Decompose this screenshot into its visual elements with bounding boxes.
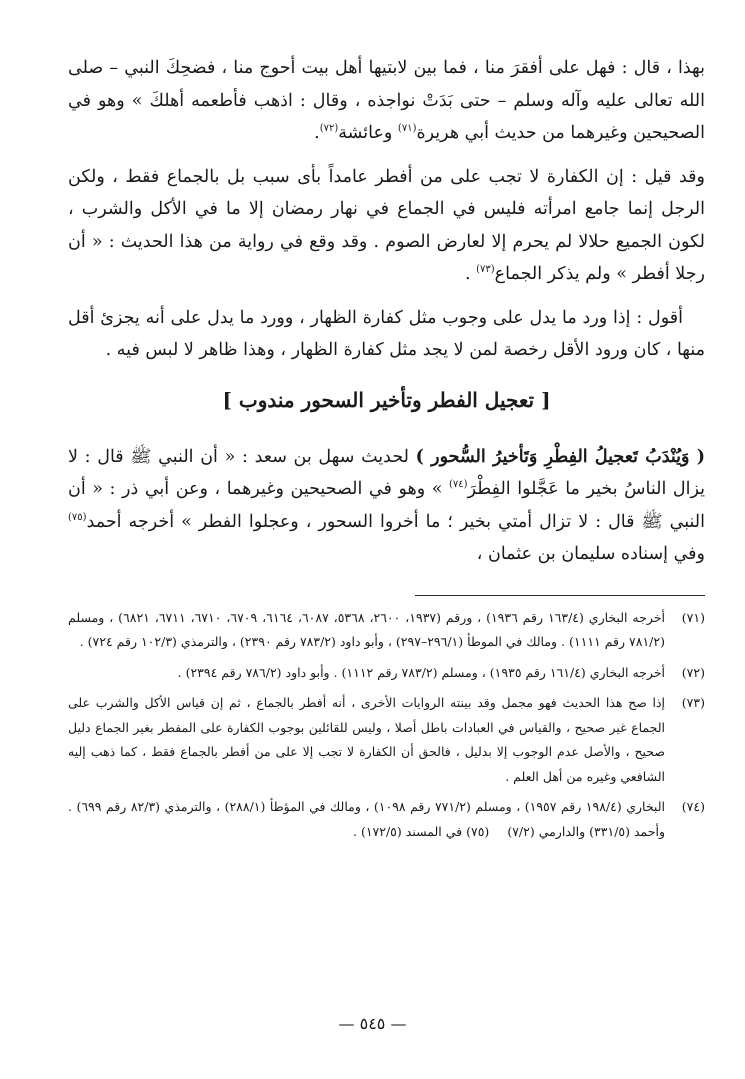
footnote-72 <box>68 661 705 686</box>
footnote-ref-71[interactable]: (٧١) <box>397 123 417 135</box>
page-body <box>68 52 705 850</box>
paragraph-2-text-b: . <box>464 264 477 284</box>
paragraph-1 <box>68 52 705 150</box>
footnote-ref-72[interactable]: (٧٢) <box>319 123 339 135</box>
footnote-text: إذا صح هذا الحديث فهو مجمل وقد بينته الروايات الأخرى ، أنه أفطر بالجماع ، ثم إن قياس الأكل والشرب على الجماع غير صحيح ، والقياس في العبادات باطل أصلا ، وليس للقائلين بوجوب الكفارة على المفطر بغير الجماع دليل صحيح ، والأصل عدم الوجوب إلا بدليل ، فالحق أن الكفارة لا تجب إلا على من أفطر بالجماع فقط ، كما ذهب إليه الشافعي وغيره من أهل العلم . <box>68 695 665 784</box>
paragraph-2-text-a: وقد قيل : إن الكفارة لا تجب على من أفطر عامداً بأى سبب بل بالجماع فقط ، ولكن الرجل إنما جامع امرأته فليس في الجماع في نهار رمضان إلا ما في الأكل والشرب ، لكون الجميع حلالا لم يحرم إلا لعارض الصوم . وقد وقع في رواية من هذا الحديث : « أن رجلا أفطر » ولم يذكر الجماع <box>68 166 705 284</box>
footnote-71 <box>68 606 705 655</box>
footnote-74-text: البخاري (١٩٨/٤ رقم ١٩٥٧) ، ومسلم (٧٧١/٢ رقم ١٠٩٨) ، ومالك في المؤطأ (٢٨٨/١) ، والترمذي (٨٢/٣ رقم ٦٩٩) . وأحمد (٣٣١/٥) والدارمي (٧/٢) <box>68 799 665 839</box>
footnote-ref-73[interactable]: (٧٣) <box>476 264 495 276</box>
paragraph-2 <box>68 161 705 291</box>
paragraph-1-text-c: . <box>314 123 320 143</box>
paragraph-4-lead: ( وَيُنْدَبُ تَعجيلُ الفِطْرِ وَتَأخيرُ السُّحور ) <box>415 446 705 467</box>
footnote-number: (٧٣) <box>681 695 705 710</box>
footnote-75-number: (٧٥) <box>466 823 490 839</box>
footnote-ref-74[interactable]: (٧٤) <box>449 479 468 491</box>
footnote-text: أخرجه البخاري (١٦٣/٤ رقم ١٩٣٦) ، ورقم (١٩٣٧، ٢٦٠٠، ٥٣٦٨، ٦٠٨٧، ٦١٦٤، ٦٧٠٩، ٦٧١٠، ٦٧١١، ٦٨٢١) ، ومسلم (٧٨١/٢ رقم ١١١١) . ومالك في الموطأ (٢٩٦/١–٢٩٧) ، وأبو داود (٧٨٣/٢ رقم ٢٣٩٠) ، والترمذي (١٠٢/٣ رقم ٧٢٤) . <box>68 609 665 649</box>
paragraph-4-text-b: » وهو في الصحيحين وغيرهما ، وعن أبي ذر : « أن النبي ﷺ قال : لا تزال أمتي بخير ؛ ما أخروا السحور ، وعجلوا الفطر » أخرجه أحمد <box>68 479 705 532</box>
paragraph-4 <box>68 441 705 571</box>
footnote-number: (٧٤) <box>681 799 705 814</box>
footnote-73 <box>68 691 705 789</box>
paragraph-3-text: أقول : إذا ورد ما يدل على وجوب مثل كفارة الظهار ، وورد ما يدل على أنه يجزئ أقل منها ، كان ورود الأقل رخصة لمن لا يجد مثل كفارة الظهار ، وهذا ظاهر لا لبس فيه . <box>68 307 705 360</box>
page-number: — ٥٤٥ — <box>338 1014 407 1033</box>
paragraph-1-text-a: بهذا ، قال : فهل على أفقرَ منا ، فما بين لابتيها أهل بيت أحوج منا ، فضحِكَ النبي – صلى الله تعالى عليه وآله وسلم – حتى بَدَتْ نواجذه ، وقال : اذهب فأطعمه أهلكَ » وهو في الصحيحين وغيرهما من حديث أبي هريرة <box>68 58 705 143</box>
paragraph-4-text-c: وفي إسناده سليمان بن عثمان ، <box>476 544 705 564</box>
footnote-ref-75[interactable]: (٧٥) <box>68 511 87 523</box>
paragraph-3 <box>68 302 705 367</box>
footnotes <box>68 606 705 845</box>
footnote-divider <box>415 595 705 596</box>
footnote-number: (٧٢) <box>681 664 705 680</box>
footnote-number: (٧١) <box>681 609 705 625</box>
footnote-text <box>68 795 665 844</box>
paragraph-4-text-a: لحديث سهل بن سعد : « أن النبي ﷺ قال : لا يزال الناسُ بخير ما عَجَّلوا الفِطْرَ <box>68 446 705 499</box>
footnote-75-text: في المسند (١٧٢/٥) . <box>353 823 467 839</box>
footnote-text: أخرجه البخاري (١٦١/٤ رقم ١٩٣٥) ، ومسلم (٧٨٣/٢ رقم ١١١٢) . وأبو داود (٧٨٦/٢ رقم ٢٣٩٤) . <box>177 664 665 680</box>
section-heading: [ تعجيل الفطر وتأخير السحور مندوب ] <box>222 387 551 412</box>
paragraph-1-text-b: وعائشة <box>338 123 398 143</box>
footnote-74 <box>68 795 705 844</box>
